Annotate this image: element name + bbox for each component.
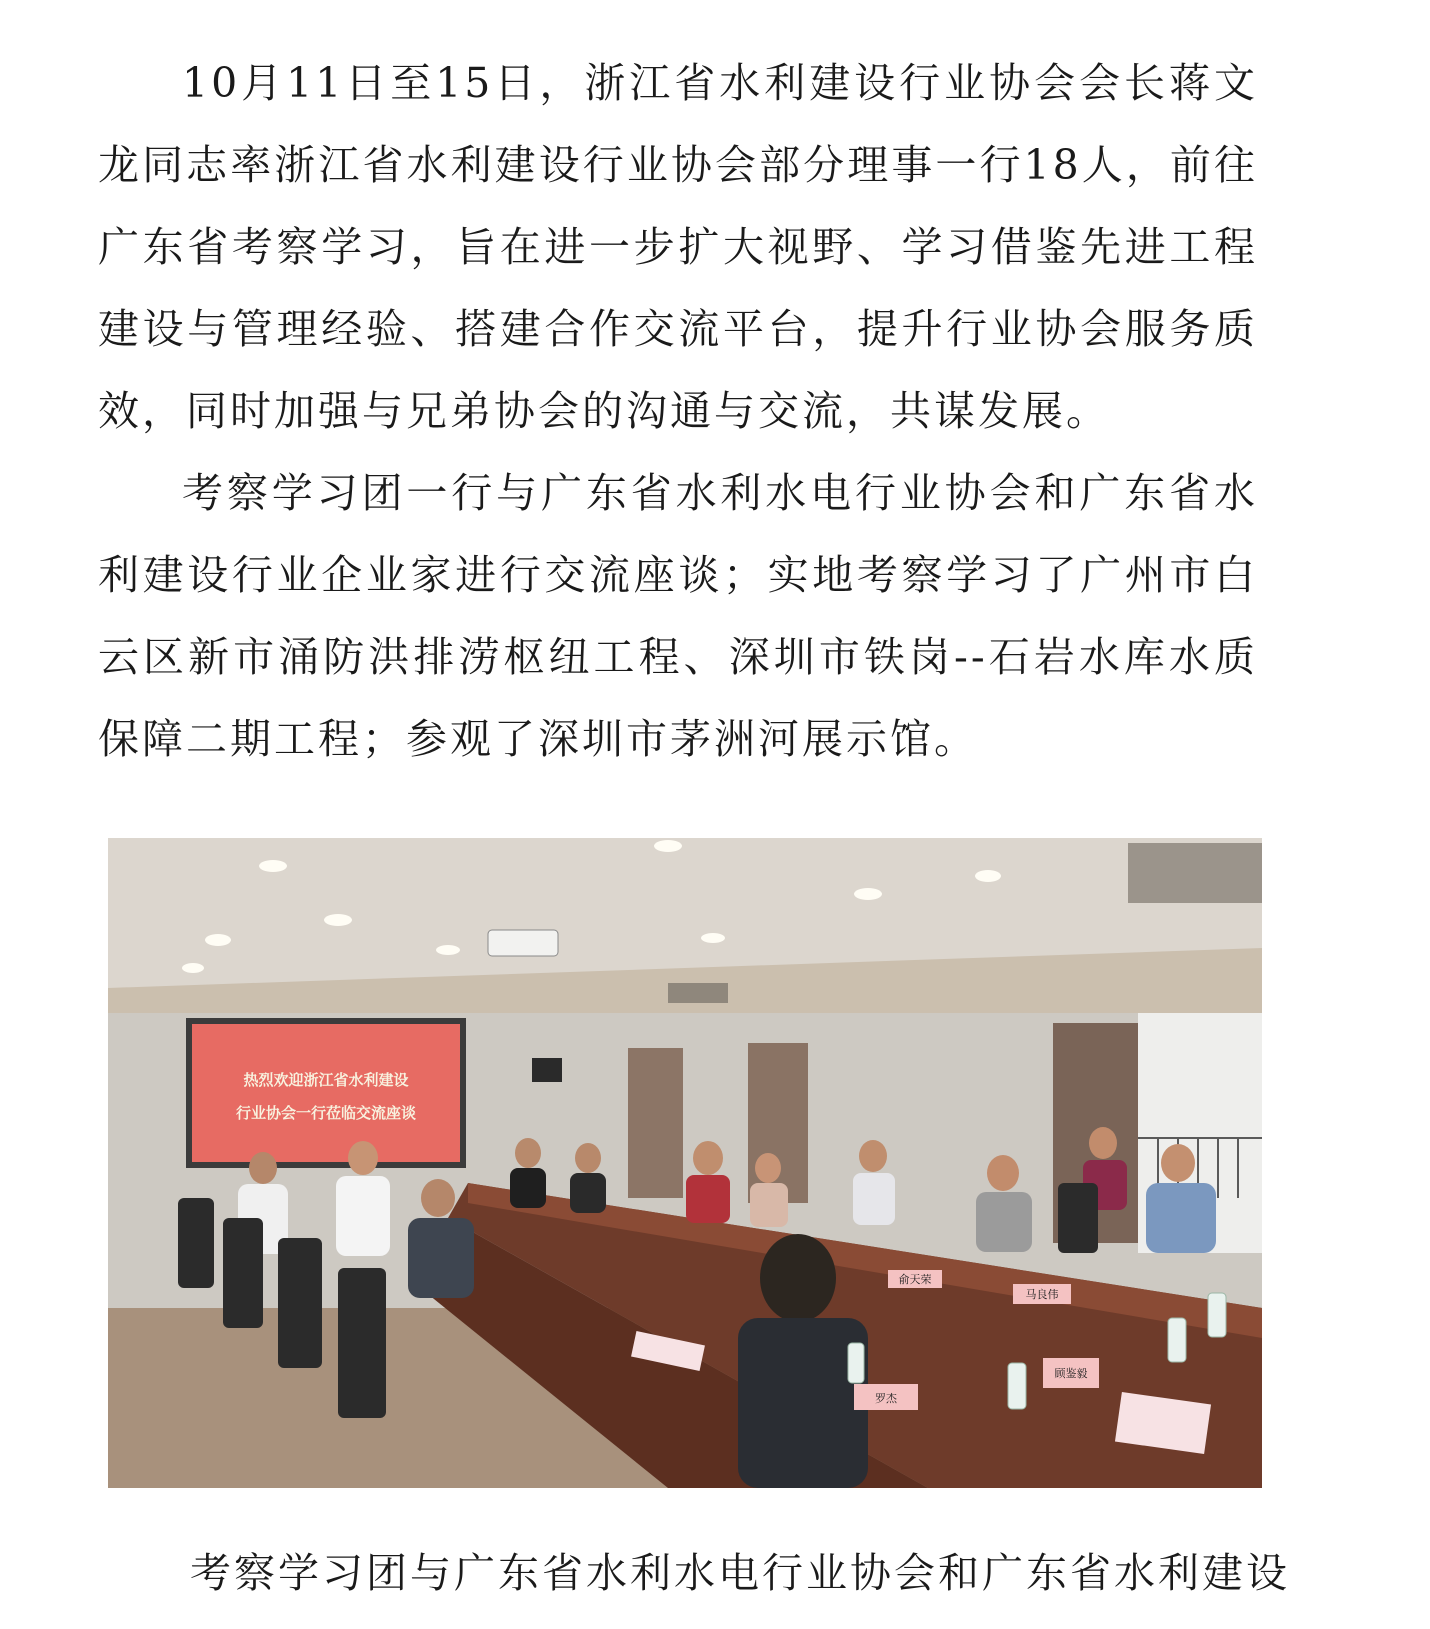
curtain-left	[628, 1048, 683, 1198]
name-card-label: 罗杰	[875, 1392, 897, 1405]
name-card-label: 顾鉴毅	[1054, 1367, 1088, 1380]
photo-caption: 考察学习团与广东省水利水电行业协会和广东省水利建设	[190, 1549, 1290, 1597]
projector	[488, 930, 558, 956]
meeting-photo-illustration	[108, 838, 1262, 1488]
curtain-middle	[748, 1043, 808, 1203]
banner-line-2: 行业协会一行莅临交流座谈	[235, 1104, 417, 1122]
air-vent-small	[668, 983, 728, 1003]
paragraph-intro: 10月11日至15日，浙江省水利建设行业协会会长蒋文龙同志率浙江省水利建设行业协会部分理事一行18人，前往广东省考察学习，旨在进一步扩大视野、学习借鉴先进工程建设与管理经验、搭建合作交流平台，提升行业协会服务质效，同时加强与兄弟协会的沟通与交流，共谋发展。	[98, 59, 1258, 435]
meeting-photo	[108, 838, 1262, 1488]
wall-speaker	[532, 1058, 562, 1082]
paragraph-itinerary: 考察学习团一行与广东省水利水电行业协会和广东省水利建设行业企业家进行交流座谈；实地考察学习了广州市白云区新市涌防洪排涝枢纽工程、深圳市铁岗--石岩水库水质保障二期工程；参观了深圳市茅洲河展示馆。	[98, 469, 1258, 763]
projection-screen	[192, 1024, 460, 1162]
banner-line-1: 热烈欢迎浙江省水利建设	[243, 1071, 409, 1089]
air-vent	[1128, 843, 1262, 903]
name-card-label: 俞天荣	[898, 1273, 932, 1286]
name-card-label: 马良伟	[1025, 1288, 1059, 1301]
